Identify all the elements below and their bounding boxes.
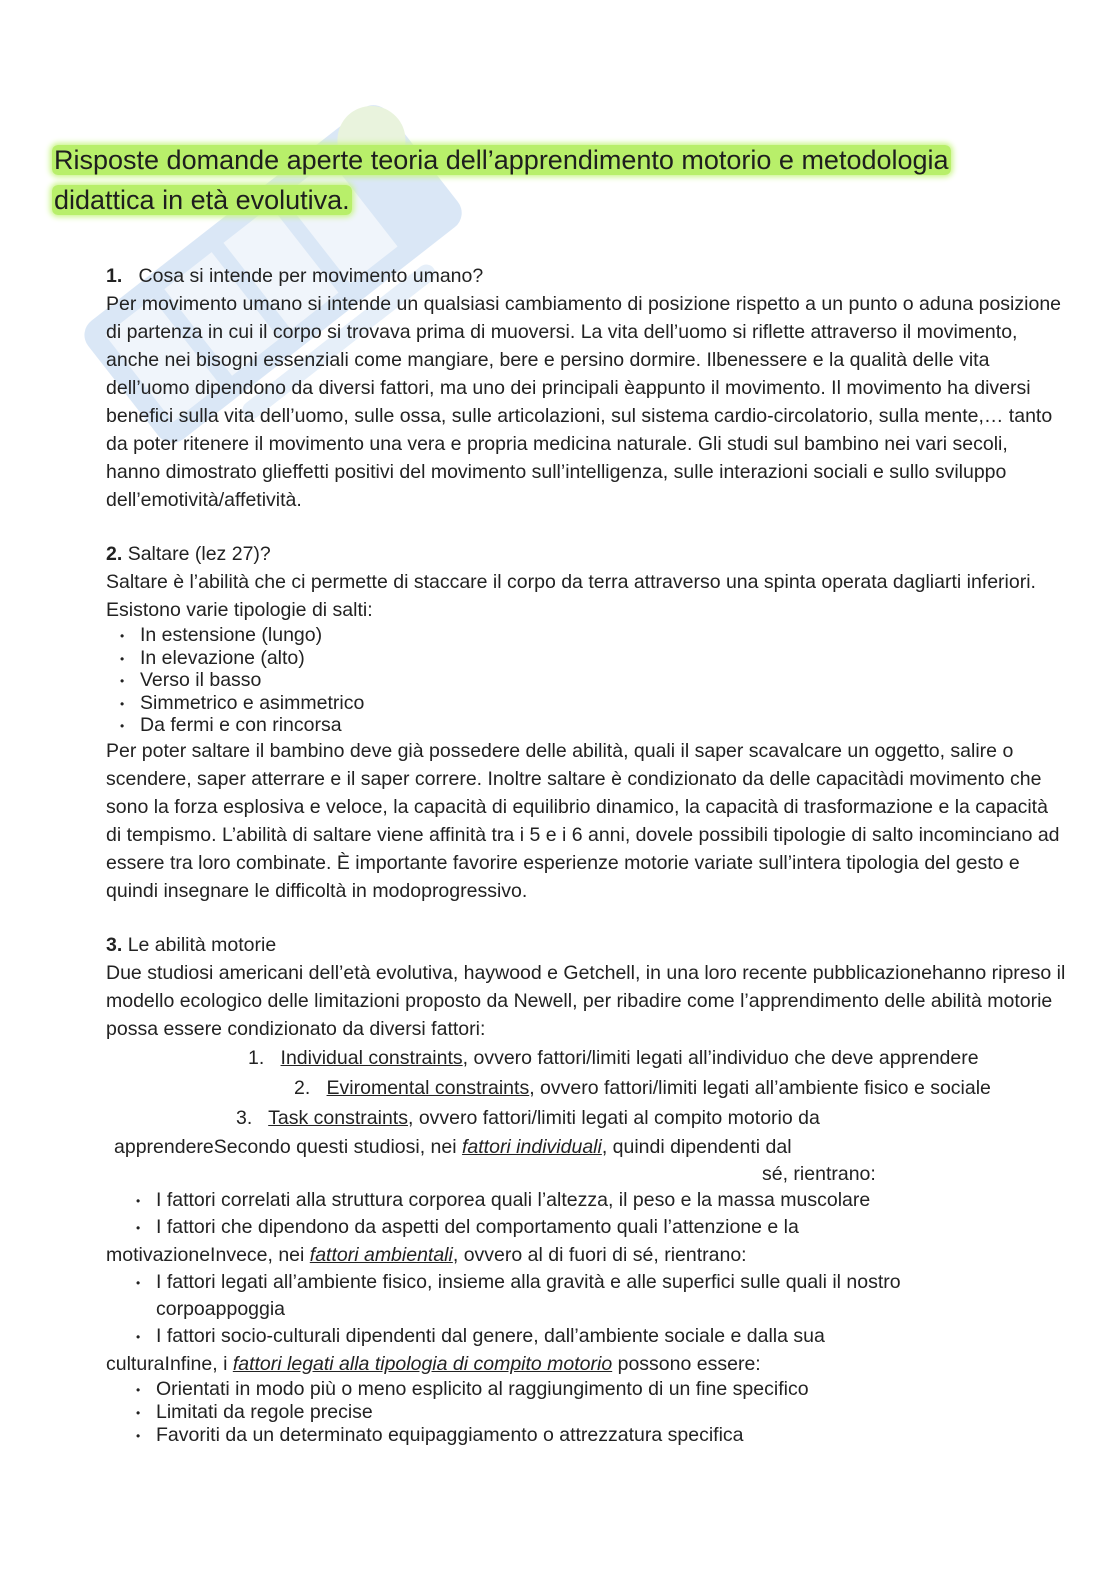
list-item: • Verso il basso <box>120 669 1066 692</box>
constraint-term: Individual constraints <box>280 1046 463 1069</box>
text-line: sé, rientrano: <box>762 1162 876 1185</box>
answer-paragraph: Per movimento umano si intende un qualsiasi cambiamento di posizione rispetto a un punto o aduna posizione di partenza in cui il corpo si trovava prima di muoversi. La vita dell’uomo si riflette attraverso il movimento, anche nei bisogni essenziali come mangiare, bere e persino dormire. Ilbenessere e la qualità delle vita dell’uomo dipendono da diversi fattori, ma uno dei principali èappunto il movimento. Il movimento ha diversi benefici sulla vita dell’uomo, sulle ossa, sulle articolazioni, sul sistema cardio-circolatorio, sulla mente,… tanto da poter ritenere il movimento una vera e propria medicina naturale. Gli studi sul bambino nei vari secoli, hanno dimostrato glieffetti positivi del movimento sull’intelligenza, sulle interazioni sociali e sullo sviluppo dell’emotività/affetività. <box>106 293 1062 511</box>
text-line: motivazioneInvece, nei fattori ambientali, ovvero al di fuori di sé, rientrano: <box>106 1243 747 1266</box>
question-number: 3. <box>106 933 123 956</box>
constraint-term: Task constraints <box>268 1106 408 1129</box>
list-item: • Favoriti da un determinato equipaggiamento o attrezzatura specifica <box>136 1424 1066 1447</box>
question-heading: Le abilità motorie <box>127 933 277 956</box>
question-heading: Cosa si intende per movimento umano? <box>138 265 484 287</box>
document-title <box>52 140 1062 220</box>
question-2 <box>106 540 1066 905</box>
list-item: • In estensione (lungo) <box>120 624 1066 647</box>
environmental-factors-list <box>106 1269 1066 1350</box>
task-factors-list <box>106 1378 1066 1447</box>
constraint-item: 1. Individual constraints, ovvero fattori/limiti legati all’individuo che deve apprendere <box>248 1046 979 1069</box>
list-item: • In elevazione (alto) <box>120 647 1066 670</box>
text-line: culturaInfine, i fattori legati alla tipologia di compito motorio possono essere: <box>106 1352 761 1375</box>
list-item: • Orientati in modo più o meno esplicito al raggiungimento di un fine specifico <box>136 1378 1066 1401</box>
emphasis-term: fattori individuali <box>462 1135 602 1158</box>
title-line-1: Risposte domande aperte teoria dell’apprendimento motorio e metodologia <box>54 145 949 175</box>
list-item: • Limitati da regole precise <box>136 1401 1066 1424</box>
emphasis-term: fattori ambientali <box>309 1243 453 1266</box>
answer-paragraph: Due studiosi americani dell’età evolutiva, haywood e Getchell, in una loro recente pubblicazionehanno ripreso il modello ecologico delle limitazioni proposto da Newell, per ribadire come l’apprendimento delle abilità motorie possa essere condizionato da diversi fattori: <box>106 961 1066 1040</box>
title-line-2: didattica in età evolutiva. <box>54 185 350 215</box>
question-number: 1. <box>106 265 123 287</box>
list-item: • I fattori correlati alla struttura corporea quali l’altezza, il peso e la massa muscolare <box>136 1187 1066 1214</box>
individual-factors-list <box>106 1187 1066 1241</box>
question-1 <box>106 262 1066 514</box>
constraint-item: 2. Eviromental constraints, ovvero fattori/limiti legati all’ambiente fisico e sociale <box>294 1076 991 1099</box>
constraint-item: 3. Task constraints, ovvero fattori/limiti legati al compito motorio da <box>236 1106 820 1129</box>
jump-types-list <box>106 624 1066 737</box>
list-item: • Da fermi e con rincorsa <box>120 714 1066 737</box>
text-line: apprendereSecondo questi studiosi, nei fattori individuali, quindi dipendenti dal <box>114 1135 792 1158</box>
document-body <box>106 262 1066 1447</box>
list-item: • Simmetrico e asimmetrico <box>120 692 1066 715</box>
constraint-term: Eviromental constraints <box>326 1076 530 1099</box>
question-3 <box>106 931 1066 1447</box>
list-item: • I fattori che dipendono da aspetti del comportamento quali l’attenzione e la <box>136 1214 1066 1241</box>
list-item: • I fattori legati all’ambiente fisico, insieme alla gravità e alle superfici sulle quali il nostro corpoappoggia <box>136 1269 1066 1323</box>
emphasis-term: fattori legati alla tipologia di compito motorio <box>232 1352 613 1375</box>
question-number: 2. <box>106 543 123 565</box>
answer-paragraph: Per poter saltare il bambino deve già possedere delle abilità, quali il saper scavalcare un oggetto, salire o scendere, saper atterrare e il saper correre. Inoltre saltare è condizionato da delle capacitàdi movimento che sono la forza esplosiva e veloce, la capacità di equilibrio dinamico, la capacità di trasformazione e la capacità di tempismo. L’abilità di saltare viene affinità tra i 5 e i 6 anni, dovele possibili tipologie di salto incominciano ad essere tra loro combinate. È importante favorire esperienze motorie variate sull’intera tipologia del gesto e quindi insegnare le difficoltà in modoprogressivo. <box>106 739 1060 902</box>
answer-paragraph: Saltare è l’abilità che ci permette di staccare il corpo da terra attraverso una spinta operata dagliarti inferiori. Esistono varie tipologie di salti: <box>106 571 1036 621</box>
question-heading: Saltare (lez 27)? <box>127 543 271 565</box>
list-item: • I fattori socio-culturali dipendenti dal genere, dall’ambiente sociale e dalla sua <box>136 1323 1066 1350</box>
